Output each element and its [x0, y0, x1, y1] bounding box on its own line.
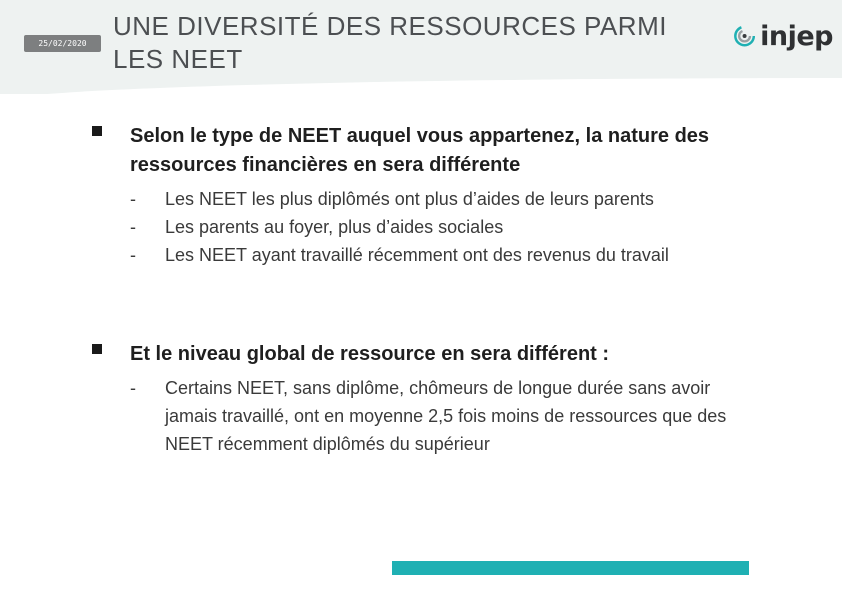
dash-bullet: -: [130, 189, 136, 209]
dash-bullet: -: [130, 245, 136, 265]
slide-title: UNE DIVERSITÉ DES RESSOURCES PARMI LES NEET: [113, 11, 667, 74]
list-item-text: Les parents au foyer, plus d’aides sociales: [165, 217, 504, 237]
square-bullet-icon: [92, 126, 102, 136]
list-item-text: Les NEET les plus diplômés ont plus d’aides de leurs parents: [165, 189, 654, 209]
dash-bullet: -: [130, 217, 136, 237]
square-bullet-icon: [92, 344, 102, 354]
injep-logo-text: injep: [760, 20, 833, 52]
list-item: [130, 374, 745, 458]
list-item-text: Certains NEET, sans diplôme, chômeurs de longue durée sans avoir jamais travaillé, ont en moyenne 2,5 fois moins de ressources que des NEET récemment diplômés du supérieur: [165, 378, 727, 454]
section-heading: Et le niveau global de ressource en sera différent :: [130, 343, 610, 365]
list-item: [130, 241, 745, 269]
date-badge: 25/02/2020: [24, 35, 101, 52]
sub-list: [130, 185, 745, 269]
footer-accent-bar: [392, 561, 749, 575]
list-item: [130, 213, 745, 241]
sub-list: [130, 374, 745, 458]
list-item: [130, 185, 745, 213]
section-heading: Selon le type de NEET auquel vous appartenez, la nature des ressources financières en sera différente: [130, 125, 710, 176]
dash-bullet: -: [130, 378, 136, 398]
list-item-text: Les NEET ayant travaillé récemment ont des revenus du travail: [165, 245, 669, 265]
